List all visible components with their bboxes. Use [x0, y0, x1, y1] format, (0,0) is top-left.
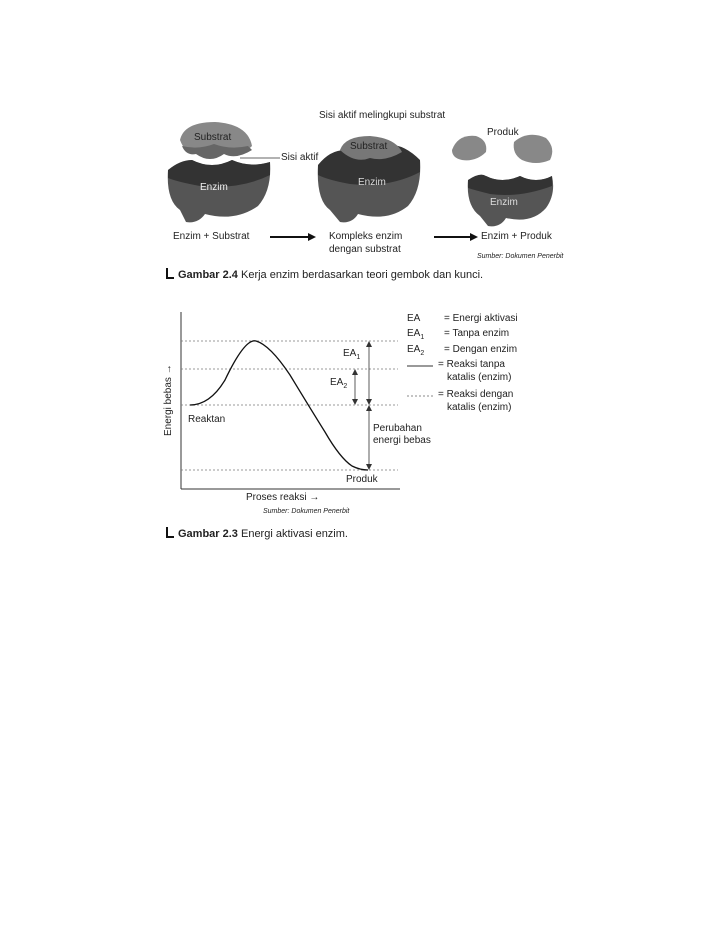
source-2: Sumber: Dokumen Penerbit — [263, 508, 350, 515]
caption-2-3-text: Energi aktivasi enzim. — [240, 528, 348, 540]
legend-ea1-sub: 1 — [420, 334, 425, 341]
legend-ea2-sub: 2 — [420, 350, 425, 357]
arrow-2 — [434, 233, 478, 241]
perubahan-line1: Perubahan — [373, 423, 422, 434]
perubahan-arrow — [366, 405, 372, 470]
caption-2-3 — [166, 527, 348, 540]
ea1-text: EA — [343, 348, 357, 359]
substrat-label-2: Substrat — [350, 141, 388, 152]
x-axis-label: Proses reaksi → — [246, 492, 320, 503]
ea2-chart-label — [330, 377, 347, 390]
legend-ea2-key — [407, 344, 424, 357]
legend-solid-line2: katalis (enzim) — [447, 372, 512, 383]
perubahan-line2: energi bebas — [373, 435, 431, 446]
legend-ea1-text: EA — [407, 328, 421, 339]
legend-ea1-val: = Tanpa enzim — [444, 328, 510, 339]
legend-dotted-line2: katalis (enzim) — [447, 402, 512, 413]
legend-ea2-val: = Dengan enzim — [444, 344, 518, 355]
legend-ea-val: = Energi aktivasi — [444, 313, 518, 324]
step2-line2: dengan substrat — [329, 244, 401, 255]
legend-dotted-line1: = Reaksi dengan — [438, 389, 514, 400]
substrat-label: Substrat — [194, 132, 232, 143]
caption-2-4 — [166, 268, 483, 281]
legend-ea-key: EA — [407, 313, 421, 324]
legend-solid-line1: = Reaksi tanpa — [438, 359, 505, 370]
product-2-shape — [514, 135, 553, 163]
ea2-arrow — [352, 369, 358, 405]
reaction-curve — [190, 341, 368, 470]
ea1-chart-label — [343, 348, 360, 361]
energy-chart — [181, 312, 433, 489]
ea2-sub: 2 — [343, 383, 348, 390]
ea1-arrow — [366, 341, 372, 405]
produk-label: Produk — [487, 127, 519, 138]
step3-label: Enzim + Produk — [481, 231, 552, 242]
step1-label: Enzim + Substrat — [173, 231, 250, 242]
product-1-shape — [452, 136, 486, 161]
enzim-label-3: Enzim — [490, 197, 518, 208]
caption-marker-icon-2 — [166, 527, 174, 538]
arrow-1 — [270, 233, 316, 241]
top-label: Sisi aktif melingkupi substrat — [319, 110, 446, 121]
caption-2-4-text: Kerja enzim berdasarkan teori gembok dan kunci. — [240, 269, 484, 281]
caption-marker-icon — [166, 268, 174, 279]
step2-line1: Kompleks enzim — [329, 231, 403, 242]
caption-2-4-num: Gambar 2.4 — [178, 269, 238, 281]
caption-2-3-num: Gambar 2.3 — [178, 528, 238, 540]
ea1-sub: 1 — [356, 354, 361, 361]
enzim-label-2: Enzim — [358, 177, 386, 188]
enzim-label-1: Enzim — [200, 182, 228, 193]
y-axis-label: Energi bebas → — [163, 364, 174, 436]
sisi-aktif-label: Sisi aktif — [281, 152, 319, 163]
legend-ea1-key — [407, 328, 424, 341]
source-1: Sumber: Dokumen Penerbit — [477, 253, 564, 260]
produk-chart-label: Produk — [346, 474, 378, 485]
reaktan-label: Reaktan — [188, 414, 226, 425]
ea2-text: EA — [330, 377, 344, 388]
legend-ea2-text: EA — [407, 344, 421, 355]
